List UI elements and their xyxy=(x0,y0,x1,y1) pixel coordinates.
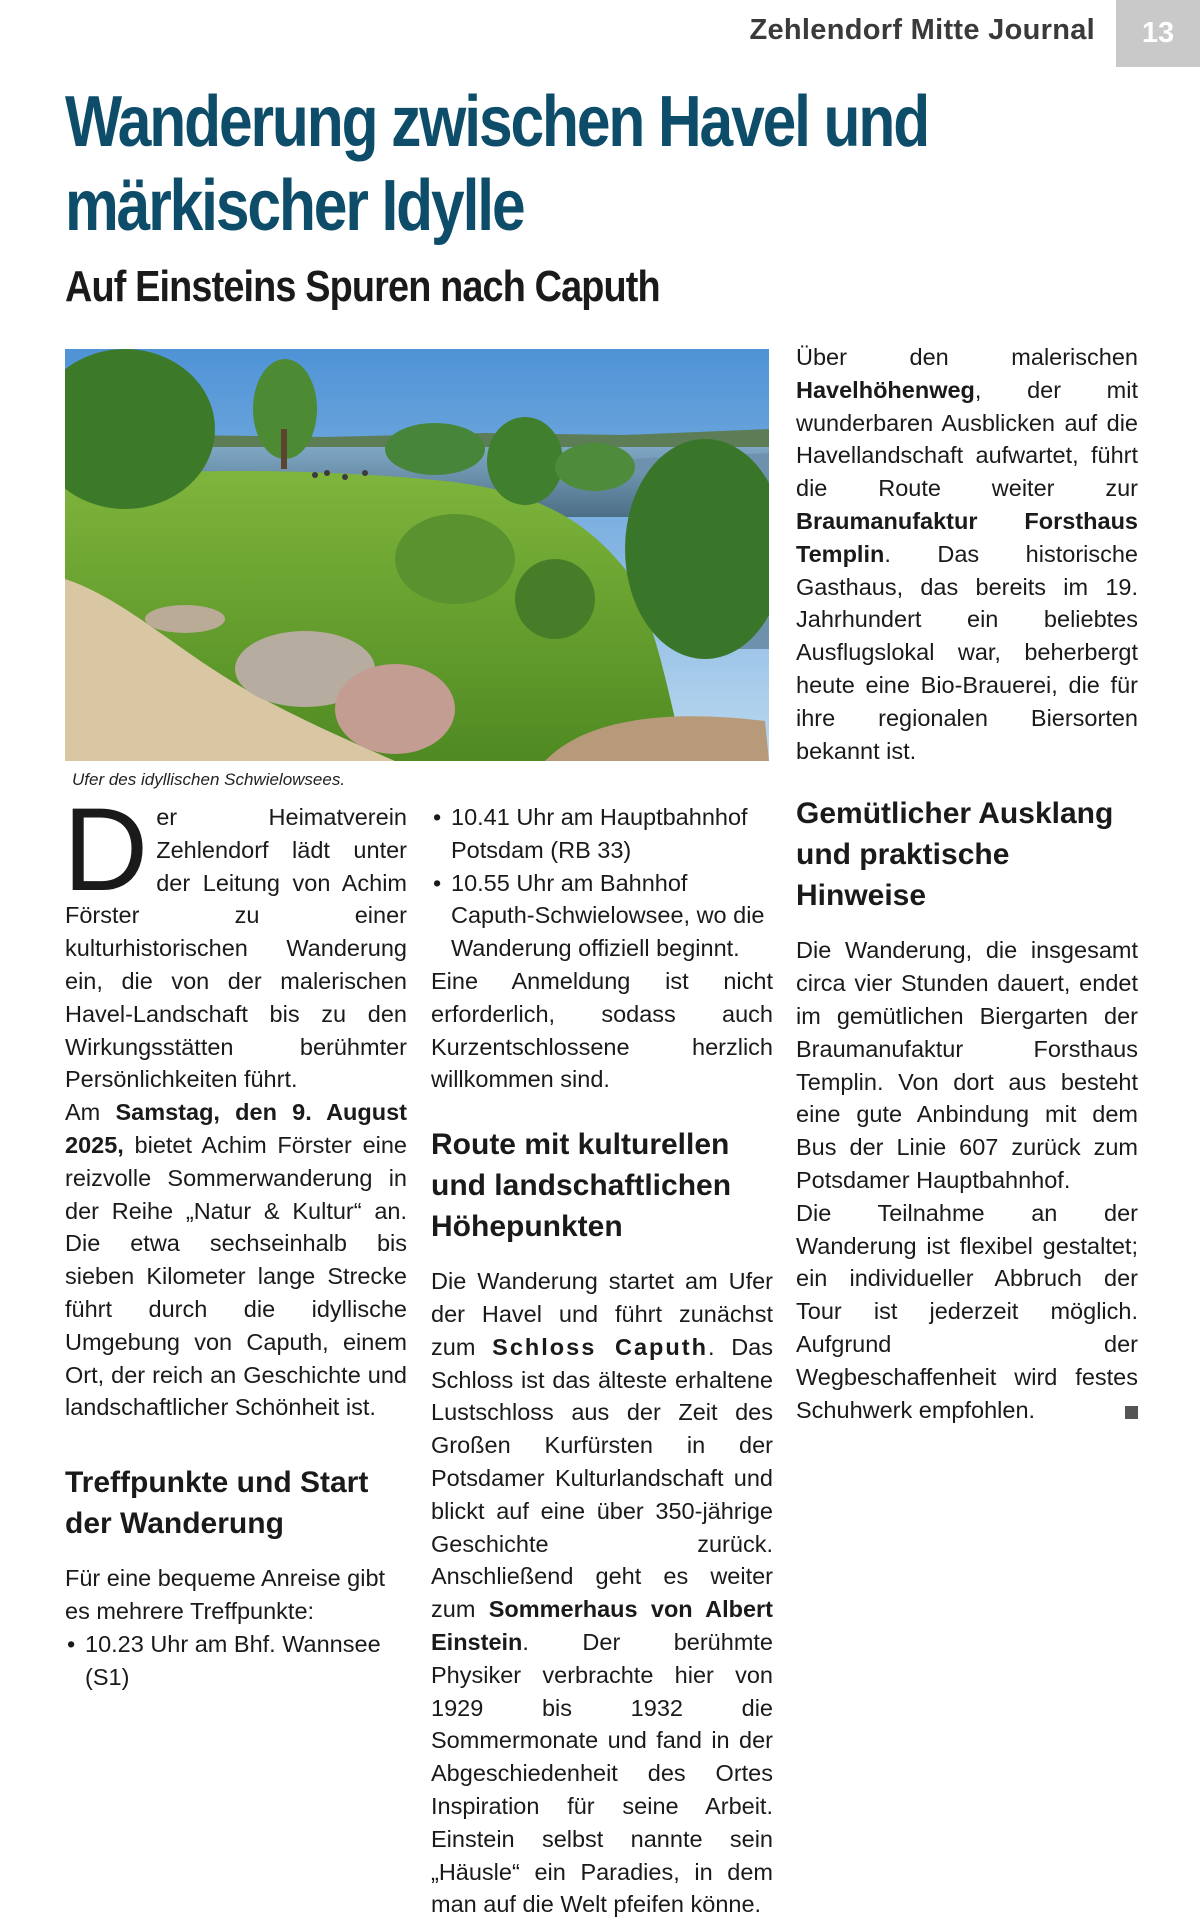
lake-photo xyxy=(65,349,769,761)
end-heading: Gemütlicher Ausklang und praktische Hinweise xyxy=(796,797,1114,913)
column-3 xyxy=(796,341,1138,1426)
event-date: Samstag, den 9. August 2025, xyxy=(65,1099,408,1158)
intro-text: er Heimatverein Zehlendorf lädt unter der Leitung von Achim Förster zu einer kulturhistorischen Wanderung ein, die von der malerischen Havel-Landschaft bis zu den Wirkungsstätten berühmter Persönlichkeiten führt. xyxy=(65,804,407,1093)
article-title-line1: Wanderung zwischen Havel und xyxy=(65,82,929,162)
photo-caption: Ufer des idyllischen Schwielowsees. xyxy=(72,770,346,789)
date-suffix: bietet Achim Förster eine reizvolle Sommerwanderung in der Reihe „Natur & Kultur“ an. Die etwa sechseinhalb bis sieben Kilometer lange Strecke führt durch die idyllische Umgebung von Caputh, einem Ort, der reich an Geschichte und landschaftlicher Schönheit ist. xyxy=(65,1131,407,1421)
route-heading: Route mit kulturellen und landschaftlichen Höhepunkten xyxy=(431,1128,732,1244)
intro-paragraph xyxy=(63,784,407,1096)
lake-photo-illustration xyxy=(65,349,769,761)
meeting-point-3: • 10.55 Uhr am Bahnhof Caputh-Schwielowsee, wo die Wanderung offiziell beginnt. xyxy=(431,867,773,965)
route-text-a: Die Wanderung startet am Ufer der Havel und führt zunächst zum xyxy=(431,1268,773,1360)
journal-name: Zehlendorf Mitte Journal xyxy=(749,14,1095,46)
meeting-intro: Für eine bequeme Anreise gibt es mehrere Treffpunkte: xyxy=(65,1565,386,1624)
article-title-line2: märkischer Idylle xyxy=(65,166,524,246)
einstein-house: Sommerhaus von Albert Einstein xyxy=(431,1596,773,1655)
column-1 xyxy=(63,784,408,1693)
meeting-list-part2 xyxy=(431,801,773,965)
route-text-2d: . Das historische Gasthaus, das bereits im 19. Jahrhundert ein beliebtes Ausflugslokal war, beherbergt heute eine Bio-Brauerei, die für ihre regionalen Biersorten bekannt ist. xyxy=(796,540,1138,764)
havelhoehenweg: Havelhöhenweg xyxy=(796,376,975,403)
drop-cap: D xyxy=(63,784,149,916)
route-paragraph-2 xyxy=(796,341,1138,767)
route-text-c: . Das Schloss ist das älteste erhaltene Lustschloss aus der Zeit des Großen Kurfürsten in der Potsdamer Kulturlandschaft und blickt auf eine über 350-jährige Geschichte zurück. Anschließend geht es weiter zum xyxy=(431,1333,773,1623)
column-2 xyxy=(431,801,773,1921)
schloss-caputh: Schloss Caputh xyxy=(492,1333,708,1360)
date-paragraph xyxy=(65,1096,407,1424)
registration-note: Eine Anmeldung ist nicht erforderlich, sodass auch Kurzentschlossene herzlich willkommen sind. xyxy=(431,967,773,1093)
route-text-d: . Der berühmte Physiker verbrachte hier von 1929 bis 1932 die Sommermonate und fand in der Abgeschiedenheit des Ortes Inspiration für seine Arbeit. Einstein selbst nannte sein „Häusle“ ein Paradies, in dem man auf die Welt pfeifen könne. xyxy=(431,1628,773,1918)
end-text-2: Die Teilnahme an der Wanderung ist flexibel gestaltet; ein individueller Abbruch der Tour ist jederzeit möglich. Aufgrund der Wegbeschaffenheit wird festes Schuhwerk empfohlen. xyxy=(796,1199,1138,1423)
braumanufaktur: Braumanufaktur Forsthaus Templin xyxy=(796,507,1138,567)
route-paragraph-1 xyxy=(431,1265,773,1921)
article-title xyxy=(65,80,947,248)
date-prefix: Am xyxy=(65,1099,116,1126)
page-header xyxy=(0,0,1200,80)
route-text-2c: , der mit wunderbaren Ausblicken auf die Havellandschaft aufwartet, führt die Route weiter zur xyxy=(796,376,1138,502)
page-number: 13 xyxy=(1116,0,1200,67)
end-paragraph-1: Die Wanderung, die insgesamt circa vier Stunden dauert, endet im gemütlichen Biergarten der Braumanufaktur Forsthaus Templin. Von dort aus besteht eine gute Anbindung mit dem Bus der Linie 607 zurück zum Potsdamer Hauptbahnhof. xyxy=(796,937,1138,1193)
meeting-list-part1 xyxy=(65,1628,407,1694)
meeting-point-1: • 10.23 Uhr am Bhf. Wannsee (S1) xyxy=(65,1628,407,1694)
end-paragraph-2 xyxy=(796,1197,1138,1427)
article-subtitle: Auf Einsteins Spuren nach Caputh xyxy=(65,262,660,311)
meeting-point-2: • 10.41 Uhr am Hauptbahnhof Potsdam (RB 33) xyxy=(431,801,773,867)
meeting-heading: Treffpunkte und Start der Wanderung xyxy=(65,1466,369,1541)
route-text-2a: Über den malerischen xyxy=(796,344,1138,370)
article-end-mark xyxy=(1125,1406,1138,1419)
